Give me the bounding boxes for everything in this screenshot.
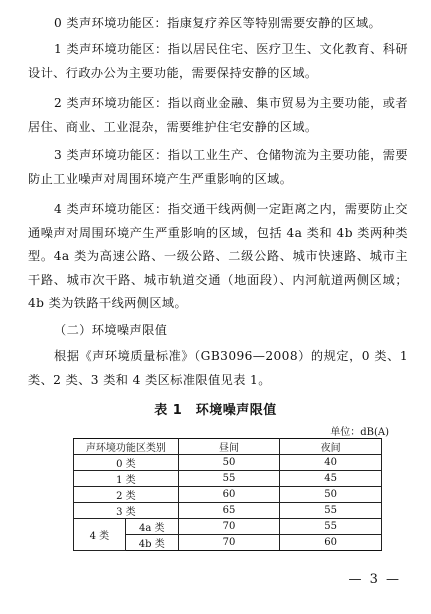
table-row (74, 487, 382, 503)
row-day-value: 70 (178, 519, 280, 535)
row-night-value: 55 (280, 519, 382, 535)
table-header-row (74, 439, 382, 455)
section-subheading: （二）环境噪声限值 (54, 323, 168, 337)
row-category: 3 类 (74, 503, 179, 519)
row-night-value: 60 (280, 535, 382, 551)
header-category: 声环境功能区类别 (74, 439, 179, 455)
page-number: — 3 — (348, 572, 401, 587)
row-subcategory: 4b 类 (125, 535, 178, 551)
header-night: 夜间 (280, 439, 382, 455)
table-row (74, 455, 382, 471)
row-night-value: 45 (280, 471, 382, 487)
header-day: 昼间 (178, 439, 280, 455)
row-day-value: 70 (178, 535, 280, 551)
intro-paragraph: 根据《声环境质量标准》（GB3096—2008）的规定，0 类、1 类、2 类、3 类和 4 类区标准限值见表 1。 (28, 349, 408, 387)
row-category: 2 类 (74, 487, 179, 503)
paragraph-class-2: 2 类声环境功能区：指以商业金融、集市贸易为主要功能，或者居住、商业、工业混杂，需要维护住宅安静的区域。 (28, 96, 408, 134)
row-subcategory: 4a 类 (125, 519, 178, 535)
table-row (74, 471, 382, 487)
row-night-value: 40 (280, 455, 382, 471)
row-day-value: 60 (178, 487, 280, 503)
paragraph-class-4: 4 类声环境功能区：指交通干线两侧一定距离之内，需要防止交通噪声对周围环境产生严重影响的区域，包括 4a 类和 4b 类两种类型。4a 类为高速公路、一级公路、二级公路、城市快速路、城市主干路、城市次干路、城市轨道交通（地面段）、内河航道两侧区域；4b 类为铁路干线两侧区域。 (28, 202, 408, 310)
row-night-value: 55 (280, 503, 382, 519)
row-day-value: 55 (178, 471, 280, 487)
noise-limit-table (73, 438, 382, 551)
paragraph-class-3: 3 类声环境功能区：指以工业生产、仓储物流为主要功能，需要防止工业噪声对周围环境产生严重影响的区域。 (28, 148, 408, 186)
row-category: 1 类 (74, 471, 179, 487)
row-night-value: 50 (280, 487, 382, 503)
row-day-value: 50 (178, 455, 280, 471)
row-day-value: 65 (178, 503, 280, 519)
row-category: 0 类 (74, 455, 179, 471)
table-row (74, 519, 382, 535)
table-row (74, 503, 382, 519)
paragraph-class-0: 0 类声环境功能区：指康复疗养区等特别需要安静的区域。 (54, 16, 382, 30)
row-group-category: 4 类 (74, 519, 126, 551)
paragraph-class-1: 1 类声环境功能区：指以居民住宅、医疗卫生、文化教育、科研设计、行政办公为主要功能，需要保持安静的区域。 (28, 42, 408, 80)
table-caption: 表 1 环境噪声限值 (154, 403, 277, 418)
table-unit: 单位：dB(A) (330, 427, 389, 438)
